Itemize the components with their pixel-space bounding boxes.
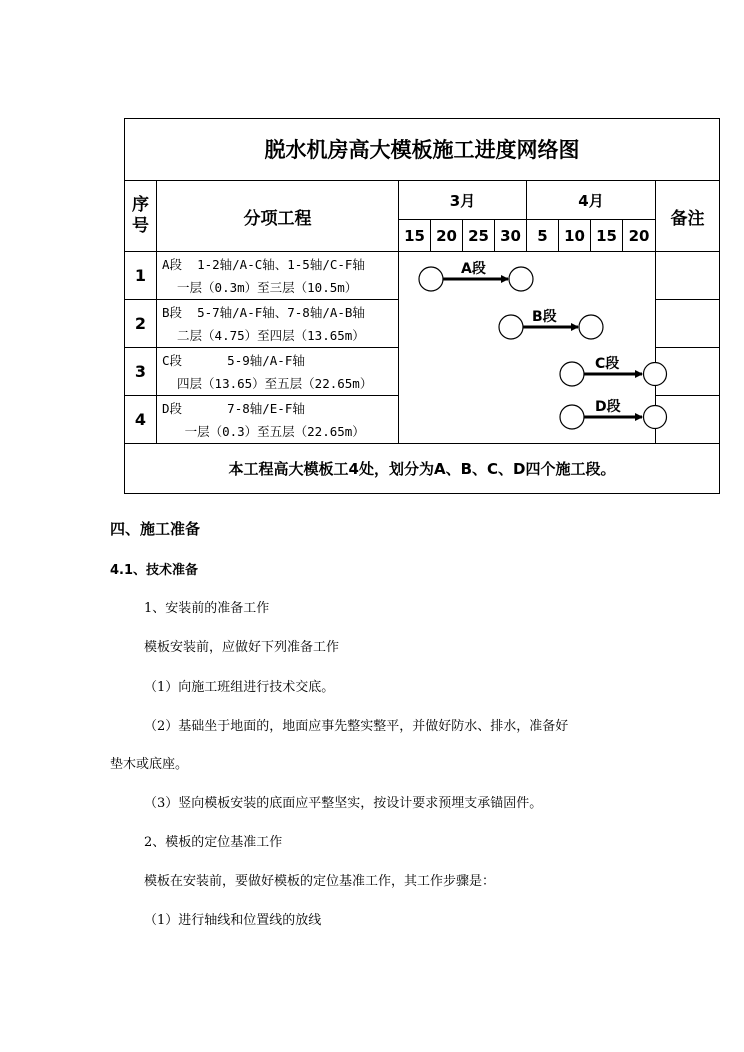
paragraph: 2、模板的定位基准工作 — [144, 835, 283, 850]
day-cell: 30 — [494, 219, 527, 252]
header-month-4: 4月 — [526, 180, 656, 220]
network-diagram — [398, 251, 656, 444]
paragraph: 模板安装前，应做好下列准备工作 — [144, 640, 340, 655]
node-circle — [579, 315, 603, 339]
node-circle — [499, 315, 523, 339]
paragraph: 模板在安装前，要做好模板的定位基准工作，其工作步骤是： — [144, 874, 496, 889]
day-cell: 5 — [526, 219, 559, 252]
paragraph: 1、安装前的准备工作 — [144, 601, 270, 616]
day-cell: 15 — [590, 219, 623, 252]
row-number: 4 — [124, 395, 157, 444]
day-cell: 20 — [430, 219, 463, 252]
section-heading: 四、施工准备 — [110, 520, 201, 538]
header-month-3: 3月 — [398, 180, 527, 220]
node-circle — [419, 267, 443, 291]
subsection-heading: 4.1、技术准备 — [110, 563, 199, 578]
row-description: C段 5-9轴/A-F轴 四层（13.65）至五层（22.65m） — [156, 347, 399, 396]
node-circle — [560, 405, 584, 429]
table-title: 脱水机房高大模板施工进度网络图 — [124, 118, 720, 181]
end-nodes — [640, 362, 670, 432]
activity-label-b: B段 — [532, 309, 557, 325]
paragraph: （2）基础坐于地面的，地面应事先整实整平，并做好防水、排水，准备好 — [144, 719, 569, 734]
row-description: A段 1-2轴/A-C轴、1-5轴/C-F轴 一层（0.3m）至三层（10.5m） — [156, 251, 399, 300]
node-circle — [560, 362, 584, 386]
row-number: 1 — [124, 251, 157, 300]
activity-label-a: A段 — [461, 261, 486, 277]
header-item: 分项工程 — [156, 180, 399, 252]
node-circle — [644, 363, 667, 386]
day-cell: 15 — [398, 219, 431, 252]
row-number: 2 — [124, 299, 157, 348]
header-remark: 备注 — [655, 180, 720, 252]
row-number: 3 — [124, 347, 157, 396]
day-cell: 20 — [622, 219, 656, 252]
paragraph: （1）向施工班组进行技术交底。 — [144, 680, 335, 695]
row-remark — [655, 251, 720, 300]
row-description: D段 7-8轴/E-F轴 一层（0.3）至五层（22.65m） — [156, 395, 399, 444]
node-circle — [644, 406, 667, 429]
paragraph: （1）进行轴线和位置线的放线 — [144, 913, 322, 928]
activity-label-d: D段 — [595, 399, 621, 415]
day-cell: 25 — [462, 219, 495, 252]
table-footer: 本工程高大模板工4处，划分为A、B、C、D四个施工段。 — [124, 443, 720, 494]
header-seq: 序号 — [124, 180, 157, 252]
activity-label-c: C段 — [595, 356, 620, 372]
day-cell: 10 — [558, 219, 591, 252]
row-remark — [655, 299, 720, 348]
node-circle — [509, 267, 533, 291]
paragraph: （3）竖向模板安装的底面应平整坚实，按设计要求预埋支承锚固件。 — [144, 796, 543, 811]
row-description: B段 5-7轴/A-F轴、7-8轴/A-B轴 二层（4.75）至四层（13.65m） — [156, 299, 399, 348]
paragraph: 垫木或底座。 — [110, 757, 189, 772]
